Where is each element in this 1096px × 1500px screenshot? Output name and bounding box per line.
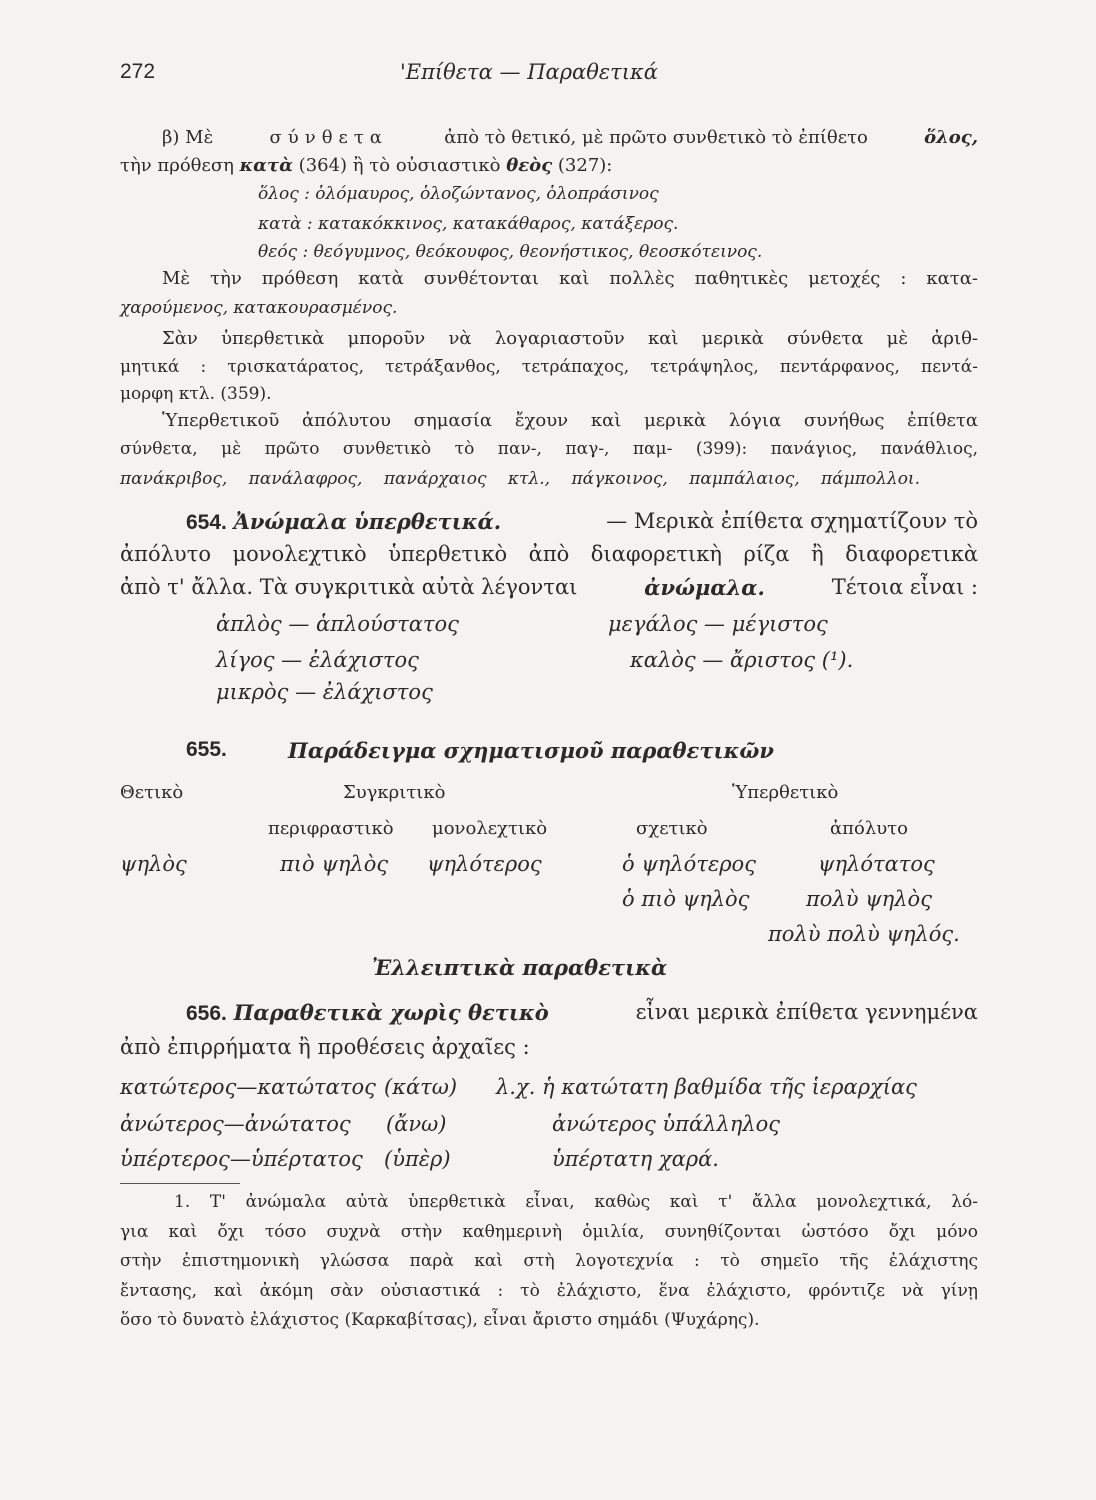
table-cell: (κάτω) — [384, 1075, 458, 1099]
section-656-line-1: 656. Παραθετικὰ χωρὶς θετικὸ εἶναι μερικὰ ἐπίθετα γεννημένα — [186, 1000, 978, 1025]
table-header-superlative: Ὑπερθετικὸ — [732, 782, 839, 803]
table-cell: ψηλὸς — [120, 852, 187, 876]
paragraph-line: Ὑπερθετικοῦ ἀπόλυτου σημασία ἔχουν καὶ μερικὰ λόγια συνήθως ἐπίθετα — [162, 410, 978, 431]
section-654-line-1: 654. Ἀνώμαλα ὑπερθετικά. — Μερικὰ ἐπίθετα σχηματίζουν τὸ — [186, 509, 978, 534]
paragraph-line: μητικά : τρισκατάρατος, τετράξανθος, τετράπαχος, τετράψηλος, πεντάρφανος, πεντά- — [120, 357, 978, 377]
section-number: 654. — [186, 511, 227, 534]
paragraph-line: σύνθετα, μὲ πρῶτο συνθετικὸ τὸ παν-, παγ-, παμ- (399): πανάγιος, πανάθλιος, — [120, 439, 978, 459]
table-cell: ψηλότερος — [427, 852, 542, 876]
table-header-positive: Θετικὸ — [120, 782, 184, 803]
table-cell: ψηλότατος — [818, 852, 935, 876]
table-cell: λ.χ. ἡ κατώτατη βαθμίδα τῆς ἱεραρχίας — [496, 1075, 917, 1099]
pair: λίγος — ἐλάχιστος — [216, 648, 419, 672]
table-cell: (ὑπὲρ) — [384, 1147, 451, 1171]
table-cell: ἀνώτερος—ἀνώτατος — [120, 1112, 351, 1136]
table-cell: (ἄνω) — [386, 1112, 447, 1136]
paragraph-line: μορφη κτλ. (359). — [120, 384, 272, 404]
pair: ἁπλὸς — ἁπλούστατος — [216, 612, 459, 636]
section-title: Παραθετικὰ χωρὶς θετικὸ — [233, 1000, 549, 1025]
paragraph-line: Σὰν ὑπερθετικὰ μποροῦν νὰ λογαριαστοῦν καὶ μερικὰ σύνθετα μὲ ἀριθ- — [162, 328, 978, 349]
pair: μικρὸς — ἐλάχιστος — [216, 680, 433, 704]
footnote-line: για καὶ ὄχι τόσο συχνὰ στὴν καθημερινὴ ὁμιλία, συνηθίζονται ὡστόσο ὄχι μόνο — [120, 1222, 978, 1242]
spaced-term: σύνθετα — [269, 127, 388, 148]
table-cell: κατώτερος—κατώτατος — [120, 1075, 376, 1099]
footnote-rule — [120, 1183, 240, 1184]
table-cell: πολὺ πολὺ ψηλός. — [768, 922, 960, 946]
table-subheader: περιφραστικὸ — [268, 818, 394, 839]
table-cell: ἀνώτερος ὑπάλληλος — [552, 1112, 781, 1136]
example-line: κατὰ : κατακόκκινος, κατακάθαρος, κατάξερος. — [258, 214, 679, 234]
subheading: Ἐλλειπτικὰ παραθετικὰ — [372, 955, 668, 980]
table-subheader: μονολεχτικὸ — [432, 818, 548, 839]
section-title: Ἀνώμαλα ὑπερθετικά. — [233, 509, 502, 534]
table-subheader: σχετικὸ — [636, 818, 708, 839]
table-cell: ὁ ψηλότερος — [622, 852, 756, 876]
footnote-line: ἔντασης, καὶ ἀκόμη σὰν οὐσιαστικά : τὸ ἐλάχιστο, ἕνα ἐλάχιστο, φρόντιζε νὰ γίνῃ — [120, 1281, 978, 1301]
table-cell: ὑπέρτατη χαρά. — [552, 1147, 719, 1171]
table-cell: ὑπέρτερος—ὑπέρτατος — [120, 1147, 363, 1171]
page-number: 272 — [120, 60, 156, 83]
beta-line-1: β) Μὲ σύνθετα ἀπὸ τὸ θετικό, μὲ πρῶτο συνθετικὸ τὸ ἐπίθετο ὅλος, — [162, 127, 978, 148]
table-subheader: ἀπόλυτο — [830, 818, 908, 839]
beta-line-2: τὴν πρόθεση κατὰ (364) ἢ τὸ οὐσιαστικὸ θεὸς (327): — [120, 155, 613, 176]
paragraph-line: χαρούμενος, κατακουρασμένος. — [120, 298, 398, 318]
section-654-line-2: ἀπόλυτο μονολεχτικὸ ὑπερθετικὸ ἀπὸ διαφορετικὴ ρίζα ἢ διαφορετικὰ — [120, 542, 978, 566]
section-title: Παράδειγμα σχηματισμοῦ παραθετικῶν — [288, 738, 774, 763]
running-title: 'Επίθετα — Παραθετικά — [400, 60, 658, 84]
table-cell: πολὺ ψηλὸς — [806, 887, 932, 911]
paragraph-line: πανάκριβος, πανάλαφρος, πανάρχαιος κτλ., πάγκοινος, παμπάλαιος, πάμπολλοι. — [120, 469, 920, 489]
footnote-line: ὅσο τὸ δυνατὸ ἐλάχιστος (Καρκαβίτσας), εἶναι ἄριστο σημάδι (Ψυχάρης). — [120, 1310, 760, 1330]
section-number: 655. — [186, 738, 227, 761]
pair: καλὸς — ἄριστος (¹). — [630, 648, 854, 672]
footnote-line: 1. Τ' ἀνώμαλα αὐτὰ ὑπερθετικὰ εἶναι, καθὼς καὶ τ' ἄλλα μονολεχτικά, λό- — [174, 1192, 978, 1212]
table-cell: ὁ πιὸ ψηλὸς — [622, 887, 750, 911]
paragraph-line: Μὲ τὴν πρόθεση κατὰ συνθέτονται καὶ πολλὲς παθητικὲς μετοχές : κατα- — [162, 268, 978, 289]
section-656-line-2: ἀπὸ ἐπιρρήματα ἢ προθέσεις ἀρχαῖες : — [120, 1035, 530, 1059]
section-654-line-3: ἀπὸ τ' ἄλλα. Τὰ συγκριτικὰ αὐτὰ λέγονται ἀνώμαλα. Τέτοια εἶναι : — [120, 575, 978, 600]
footnote-line: στὴν ἐπιστημονικὴ γλώσσα παρὰ καὶ στὴ λογοτεχνία : τὸ σημεῖο τῆς ἐλάχιστης — [120, 1251, 978, 1271]
example-line: ὅλος : ὁλόμαυρος, ὁλοζώντανος, ὁλοπράσινος — [258, 184, 659, 204]
section-number: 656. — [186, 1002, 227, 1025]
pair: μεγάλος — μέγιστος — [608, 612, 828, 636]
table-cell: πιὸ ψηλὸς — [280, 852, 389, 876]
example-line: θεός : θεόγυμνος, θεόκουφος, θεονήστικος, θεοσκότεινος. — [258, 242, 763, 262]
table-header-comparative: Συγκριτικὸ — [343, 782, 446, 803]
